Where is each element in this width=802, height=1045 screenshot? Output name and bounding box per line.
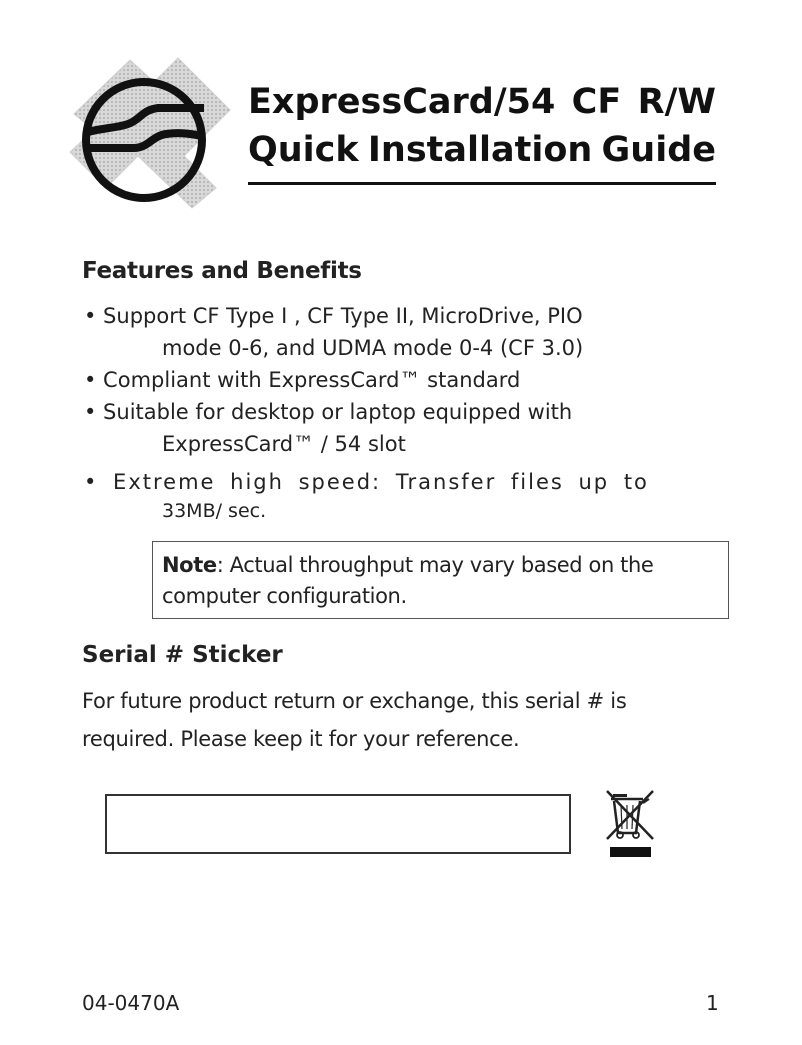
title-word: CF (571, 82, 622, 122)
title-line-1 (248, 78, 716, 126)
list-item-text: • Extreme high speed: Transfer files up to (84, 470, 649, 494)
list-item-continuation: 33MB/ sec. (162, 500, 267, 522)
list-item-text: • Compliant with ExpressCard™ standard (84, 368, 521, 392)
title-line-2 (248, 126, 716, 174)
list-item (84, 364, 724, 396)
title-word: R/W (637, 82, 716, 122)
note-label: Note (162, 553, 217, 577)
title-word: Installation (367, 130, 593, 170)
title-word: Quick (248, 130, 359, 170)
features-list (84, 300, 724, 524)
weee-crossed-bin-icon (603, 789, 657, 859)
title-underline (248, 182, 716, 185)
features-heading: Features and Benefits (82, 258, 362, 284)
page-number: 1 (706, 991, 719, 1015)
brand-logo (66, 52, 234, 210)
document-code: 04-0470A (82, 991, 180, 1015)
list-item-continuation: ExpressCard™ / 54 slot (162, 432, 406, 456)
list-item-text: • Suitable for desktop or laptop equipped with (84, 400, 573, 424)
title-block (248, 78, 716, 185)
note-box (152, 541, 729, 619)
serial-heading: Serial # Sticker (82, 642, 283, 668)
title-word: ExpressCard/54 (248, 82, 556, 122)
serial-sticker-area (105, 794, 571, 854)
note-text: : Actual throughput may vary based on the computer configuration. (162, 553, 654, 608)
list-item (84, 466, 724, 524)
title-word: Guide (601, 130, 716, 170)
serial-instructions: For future product return or exchange, this serial # is required. Please keep it for your reference. (82, 689, 627, 751)
list-item (84, 300, 724, 364)
list-item-continuation: mode 0-6, and UDMA mode 0-4 (CF 3.0) (162, 336, 584, 360)
list-item (84, 396, 724, 460)
list-item-text: • Support CF Type I , CF Type II, MicroDrive, PIO (84, 304, 583, 328)
